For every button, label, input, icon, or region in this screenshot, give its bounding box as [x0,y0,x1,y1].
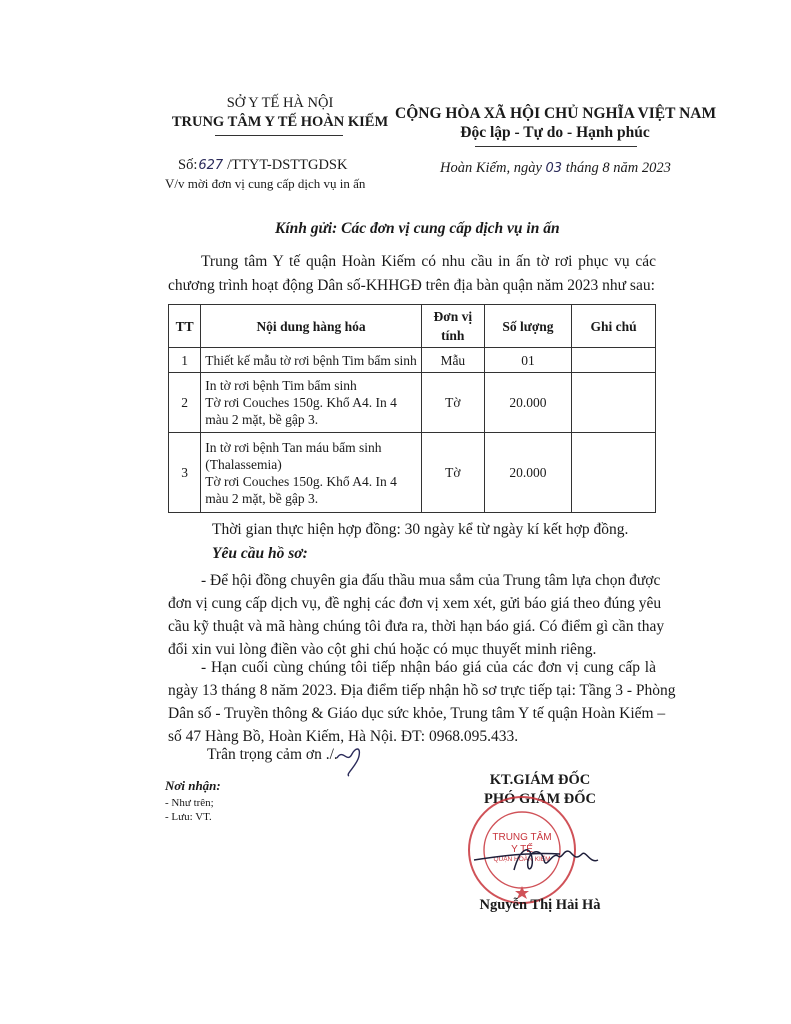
header-underline-left [215,135,343,136]
salutation [275,220,560,238]
req2-line-1: - Hạn cuối cùng chúng tôi tiếp nhận báo giá của các đơn vị cung cấp là [201,659,656,676]
salutation-label: Kính gửi: [275,220,338,237]
header-unit: TRUNG TÂM Y TẾ HOÀN KIẾM [171,114,389,130]
requirements-paragraph-2 [168,656,676,748]
row-note [572,348,656,373]
intro-paragraph [168,250,656,298]
row-tt: 1 [169,348,201,373]
row-tt: 3 [169,433,201,513]
header-underline-right [475,146,637,147]
contract-timeline: Thời gian thực hiện hợp đồng: 30 ngày kể từ ngày kí kết hợp đồng. [212,521,629,538]
handwritten-signature [470,830,610,880]
doc-date [440,160,671,177]
row-qty: 01 [484,348,571,373]
header-tt: TT [169,305,201,348]
date-prefix: Hoàn Kiếm, ngày [440,160,542,176]
doc-number-handwritten: 627 [198,158,224,173]
stamp-text-1: TRUNG TÂM [492,832,552,843]
row-content-line: In tờ rơi bệnh Tan máu bẩm sinh [205,439,382,455]
doc-number [178,157,347,174]
row-content-line: Thiết kế mẫu tờ rơi bệnh Tim bẩm sinh [205,352,417,368]
recipients-label: Nơi nhận: [165,778,221,793]
signer-name: Nguyễn Thị Hải Hà [479,897,601,913]
salutation-recipients: Các đơn vị cung cấp dịch vụ in ấn [341,220,560,237]
req1-line-3: cầu kỹ thuật và mã hàng chúng tôi đưa ra, thời hạn báo giá. Có điểm gì cần thay [168,618,665,635]
header-nation: CỘNG HÒA XÃ HỘI CHỦ NGHĨA VIỆT NAM [395,105,717,122]
table-row [169,433,656,513]
doc-subject: V/v mời đơn vị cung cấp dịch vụ in ấn [165,176,366,191]
header-qty: Số lượng [484,305,571,348]
row-content-line: màu 2 mặt, bề gập 3. [205,490,319,506]
row-content-line: màu 2 mặt, bề gập 3. [205,412,319,427]
initial-mark [335,744,365,778]
recipients-item: - Lưu: VT. [165,811,212,823]
stamp-text-3: QUẬN HOÀN KIẾM [493,856,551,863]
header-unit [421,305,484,348]
row-qty: 20.000 [484,373,571,433]
table-row [169,348,656,373]
header-note: Ghi chú [572,305,656,348]
row-content [201,373,422,433]
date-day-handwritten: 03 [545,161,563,176]
header-content: Nội dung hàng hóa [201,305,422,348]
row-content-line: In tờ rơi bệnh Tim bẩm sinh [205,378,357,393]
closing-thanks: Trân trọng cảm ơn ./. [207,746,338,763]
doc-number-suffix: /TTYT-DSTTGDSK [227,157,348,173]
date-suffix: tháng 8 năm 2023 [565,160,671,176]
row-content-line: Tờ rơi Couches 150g. Khổ A4. In 4 [205,395,397,410]
doc-number-prefix: Số: [178,157,198,173]
header-motto: Độc lập - Tự do - Hạnh phúc [460,124,650,141]
req1-line-4: đổi xin vui lòng điền vào cột ghi chú hoặc có mục thuyết minh riêng. [168,641,597,658]
row-note [572,433,656,513]
row-note [572,373,656,433]
header-unit-line1: Đơn vị [433,309,473,324]
signature-title-2: PHÓ GIÁM ĐỐC [484,791,596,807]
intro-line-1: Trung tâm Y tế quận Hoàn Kiếm có nhu cầu in ấn tờ rơi phục vụ các [201,253,656,270]
req1-line-1: - Để hội đồng chuyên gia đấu thầu mua sắm của Trung tâm lựa chọn được [201,572,661,589]
row-unit: Tờ [421,433,484,513]
row-tt: 2 [169,373,201,433]
row-content-line: (Thalassemia) [205,456,282,472]
row-unit: Tờ [421,373,484,433]
goods-table [168,304,656,513]
intro-line-2: chương trình hoạt động Dân số-KHHGĐ trên địa bàn quận năm 2023 như sau: [168,277,655,294]
recipients-item: - Như trên; [165,797,214,809]
req2-line-3: Dân số - Truyền thông & Giáo dục sức khỏe, Trung tâm Y tế quận Hoàn Kiếm – [168,705,666,722]
header-agency: SỞ Y TẾ HÀ NỘI [226,95,334,111]
row-content [201,433,422,513]
signature-title-1: KT.GIÁM ĐỐC [489,772,591,788]
req2-line-2: ngày 13 tháng 8 năm 2023. Địa điểm tiếp nhận hồ sơ trực tiếp tại: Tầng 3 - Phòng [168,682,676,699]
table-row [169,373,656,433]
row-qty: 20.000 [484,433,571,513]
row-content-line: Tờ rơi Couches 150g. Khổ A4. In 4 [205,473,397,489]
req2-line-4: số 47 Hàng Bồ, Hoàn Kiếm, Hà Nội. ĐT: 0968.095.433. [168,728,519,745]
row-content [201,348,422,373]
requirements-heading: Yêu cầu hồ sơ: [212,545,308,562]
stamp-text-2: Y TẾ [511,844,533,855]
header-unit-line2: tính [441,328,465,343]
table-header-row [169,305,656,348]
requirements-paragraph-1 [168,569,665,661]
req1-line-2: đơn vị cung cấp dịch vụ, đề nghị các đơn vị xem xét, gửi báo giá theo đúng yêu [168,595,662,612]
row-unit: Mẫu [421,348,484,373]
